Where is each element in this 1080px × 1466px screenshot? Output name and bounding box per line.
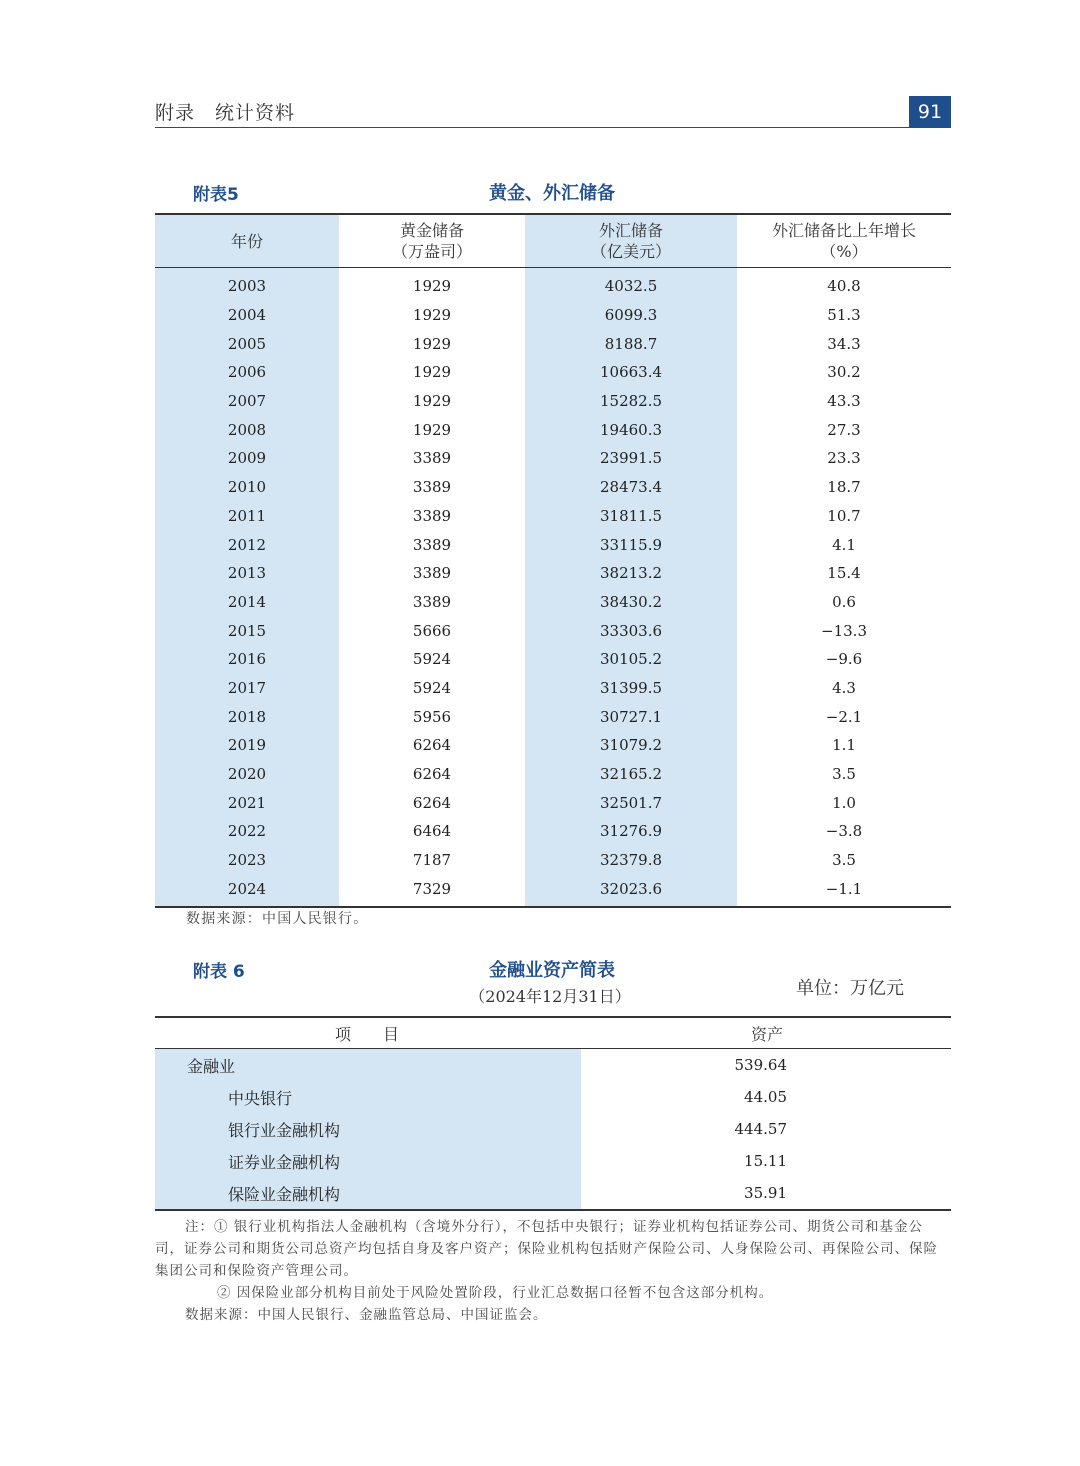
cell-gold: 5666 — [412, 621, 452, 640]
table-row — [155, 559, 951, 588]
cell-fx: 33115.9 — [525, 530, 737, 559]
header-growth-unit: （%） — [820, 242, 868, 261]
cell-fx: 32165.2 — [525, 760, 737, 789]
cell-fx: 38213.2 — [525, 559, 737, 588]
section-title: 附录 统计资料 — [155, 102, 296, 124]
header-fx — [525, 215, 737, 267]
cell-growth: 27.3 — [827, 420, 861, 439]
table5-title: 黄金、外汇储备 — [489, 183, 615, 204]
cell-fx: 32501.7 — [525, 788, 737, 817]
cell-fx: 32379.8 — [525, 846, 737, 875]
cell-gold: 1929 — [412, 420, 452, 439]
table6-date: （2024年12月31日） — [469, 987, 631, 1006]
cell-gold: 3389 — [412, 564, 452, 583]
cell-gold: 5924 — [412, 650, 452, 669]
cell-year: 2016 — [155, 645, 339, 674]
header-year — [155, 215, 339, 267]
cell-year: 2019 — [155, 731, 339, 760]
cell-year: 2013 — [155, 559, 339, 588]
cell-item: 中央银行 — [155, 1081, 581, 1113]
table6-title: 金融业资产简表 — [489, 960, 615, 981]
table-row — [155, 645, 951, 674]
cell-gold: 6264 — [412, 765, 452, 784]
cell-year: 2024 — [155, 874, 339, 903]
table-row — [155, 674, 951, 703]
cell-growth: 30.2 — [827, 363, 861, 382]
cell-year: 2007 — [155, 387, 339, 416]
cell-growth: 4.1 — [832, 535, 856, 554]
cell-year: 2021 — [155, 788, 339, 817]
table6-label: 附表 6 — [193, 962, 245, 982]
table6-notes — [155, 1216, 951, 1326]
table-row — [155, 817, 951, 846]
financial-assets-table — [155, 1016, 951, 1211]
table5-label: 附表5 — [193, 185, 239, 205]
note-2: ② 因保险业部分机构目前处于风险处置阶段，行业汇总数据口径暂不包含这部分机构。 — [217, 1285, 774, 1301]
cell-growth: 1.0 — [832, 793, 856, 812]
table6-unit: 单位：万亿元 — [796, 978, 904, 999]
table-row — [155, 846, 951, 875]
header-gold-label: 黄金储备 — [399, 221, 464, 240]
table-row — [155, 1145, 951, 1177]
cell-gold: 1929 — [412, 277, 452, 296]
cell-fx: 4032.5 — [525, 272, 737, 301]
table-row — [155, 1081, 951, 1113]
table5-body — [155, 272, 951, 903]
cell-fx: 23991.5 — [525, 444, 737, 473]
header-year-label: 年份 — [230, 231, 263, 251]
cell-growth: 34.3 — [827, 334, 861, 353]
cell-gold: 7329 — [412, 879, 452, 898]
cell-fx: 30105.2 — [525, 645, 737, 674]
cell-fx: 28473.4 — [525, 473, 737, 502]
cell-item: 保险业金融机构 — [155, 1177, 581, 1209]
cell-year: 2004 — [155, 301, 339, 330]
cell-gold: 6264 — [412, 793, 452, 812]
table-row — [155, 760, 951, 789]
gold-fx-reserves-table — [155, 213, 951, 908]
cell-fx: 31399.5 — [525, 674, 737, 703]
cell-assets: 35.91 — [744, 1184, 787, 1202]
table-row — [155, 530, 951, 559]
cell-fx: 31276.9 — [525, 817, 737, 846]
cell-gold: 6264 — [412, 736, 452, 755]
cell-year: 2017 — [155, 674, 339, 703]
cell-growth: 4.3 — [832, 678, 856, 697]
table-row — [155, 329, 951, 358]
cell-fx: 15282.5 — [525, 387, 737, 416]
cell-year: 2014 — [155, 588, 339, 617]
cell-year: 2022 — [155, 817, 339, 846]
cell-fx: 31811.5 — [525, 502, 737, 531]
cell-fx: 38430.2 — [525, 588, 737, 617]
cell-fx: 32023.6 — [525, 874, 737, 903]
table-row — [155, 616, 951, 645]
table-row — [155, 1177, 951, 1209]
table-row — [155, 387, 951, 416]
cell-year: 2006 — [155, 358, 339, 387]
cell-gold: 3389 — [412, 478, 452, 497]
cell-year: 2020 — [155, 760, 339, 789]
cell-growth: −1.1 — [825, 879, 863, 898]
cell-year: 2003 — [155, 272, 339, 301]
table-row — [155, 788, 951, 817]
cell-growth: −9.6 — [825, 650, 863, 669]
cell-growth: 0.6 — [832, 592, 856, 611]
cell-fx: 10663.4 — [525, 358, 737, 387]
table-row — [155, 731, 951, 760]
cell-gold: 6464 — [412, 822, 452, 841]
cell-fx: 33303.6 — [525, 616, 737, 645]
header-assets: 资产 — [751, 1024, 784, 1044]
header-gold — [339, 215, 525, 267]
table5-source: 数据来源：中国人民银行。 — [186, 911, 369, 927]
table-row — [155, 415, 951, 444]
cell-item: 金融业 — [155, 1049, 581, 1081]
cell-growth: 43.3 — [827, 392, 861, 411]
cell-gold: 3389 — [412, 449, 452, 468]
table-row — [155, 358, 951, 387]
table-row — [155, 702, 951, 731]
cell-fx: 8188.7 — [525, 329, 737, 358]
cell-growth: 10.7 — [827, 506, 861, 525]
table-row — [155, 1113, 951, 1145]
cell-gold: 3389 — [412, 535, 452, 554]
table6-source: 数据来源：中国人民银行、金融监管总局、中国证监会。 — [185, 1307, 548, 1323]
header-rule — [155, 127, 951, 128]
cell-fx: 19460.3 — [525, 415, 737, 444]
table-row — [155, 301, 951, 330]
cell-gold: 1929 — [412, 306, 452, 325]
cell-growth: 40.8 — [827, 277, 861, 296]
cell-gold: 3389 — [412, 592, 452, 611]
table-row — [155, 473, 951, 502]
cell-gold: 1929 — [412, 363, 452, 382]
cell-growth: −13.3 — [821, 621, 867, 640]
cell-year: 2008 — [155, 415, 339, 444]
cell-year: 2010 — [155, 473, 339, 502]
cell-fx: 30727.1 — [525, 702, 737, 731]
cell-assets: 44.05 — [744, 1088, 787, 1106]
table-row — [155, 874, 951, 903]
table-row — [155, 588, 951, 617]
cell-fx: 31079.2 — [525, 731, 737, 760]
cell-gold: 7187 — [412, 851, 452, 870]
cell-growth: 1.1 — [832, 736, 856, 755]
cell-gold: 5956 — [412, 707, 452, 726]
cell-item: 银行业金融机构 — [155, 1113, 581, 1145]
table-header-row — [155, 215, 951, 267]
cell-year: 2009 — [155, 444, 339, 473]
page-header — [155, 96, 951, 128]
cell-growth: 3.5 — [832, 765, 856, 784]
cell-year: 2023 — [155, 846, 339, 875]
cell-growth: 15.4 — [827, 564, 861, 583]
cell-assets: 15.11 — [744, 1152, 787, 1170]
cell-year: 2018 — [155, 702, 339, 731]
cell-item: 证券业金融机构 — [155, 1145, 581, 1177]
page-number: 91 — [909, 96, 951, 128]
cell-gold: 1929 — [412, 392, 452, 411]
cell-year: 2015 — [155, 616, 339, 645]
cell-gold: 5924 — [412, 678, 452, 697]
table-header-row — [155, 1018, 951, 1048]
cell-growth: 18.7 — [827, 478, 861, 497]
cell-growth: 3.5 — [832, 851, 856, 870]
header-item: 项 目 — [335, 1024, 400, 1044]
cell-gold: 3389 — [412, 506, 452, 525]
header-growth — [737, 215, 951, 267]
table-row — [155, 502, 951, 531]
table-row — [155, 444, 951, 473]
header-fx-label: 外汇储备 — [598, 221, 663, 240]
table-row — [155, 272, 951, 301]
cell-growth: 23.3 — [827, 449, 861, 468]
cell-growth: −3.8 — [825, 822, 863, 841]
header-growth-label: 外汇储备比上年增长 — [771, 221, 916, 240]
cell-year: 2005 — [155, 329, 339, 358]
table-row — [155, 1049, 951, 1081]
cell-gold: 1929 — [412, 334, 452, 353]
cell-growth: 51.3 — [827, 306, 861, 325]
header-gold-unit: （万盎司） — [391, 242, 472, 261]
cell-fx: 6099.3 — [525, 301, 737, 330]
cell-year: 2011 — [155, 502, 339, 531]
header-fx-unit: （亿美元） — [590, 242, 671, 261]
cell-growth: −2.1 — [825, 707, 863, 726]
cell-assets: 539.64 — [734, 1056, 787, 1074]
table6-body — [155, 1049, 951, 1209]
cell-year: 2012 — [155, 530, 339, 559]
cell-assets: 444.57 — [734, 1120, 787, 1138]
note-1: 注：① 银行业机构指法人金融机构（含境外分行），不包括中央银行；证券业机构包括证券公司、期货公司和基金公司，证券公司和期货公司总资产均包括自身及客户资产；保险业机构包括财产保险公司、人身保险公司、再保险公司、保险集团公司和保险资产管理公司。 — [155, 1219, 938, 1279]
table-bottom-rule — [155, 1209, 951, 1211]
